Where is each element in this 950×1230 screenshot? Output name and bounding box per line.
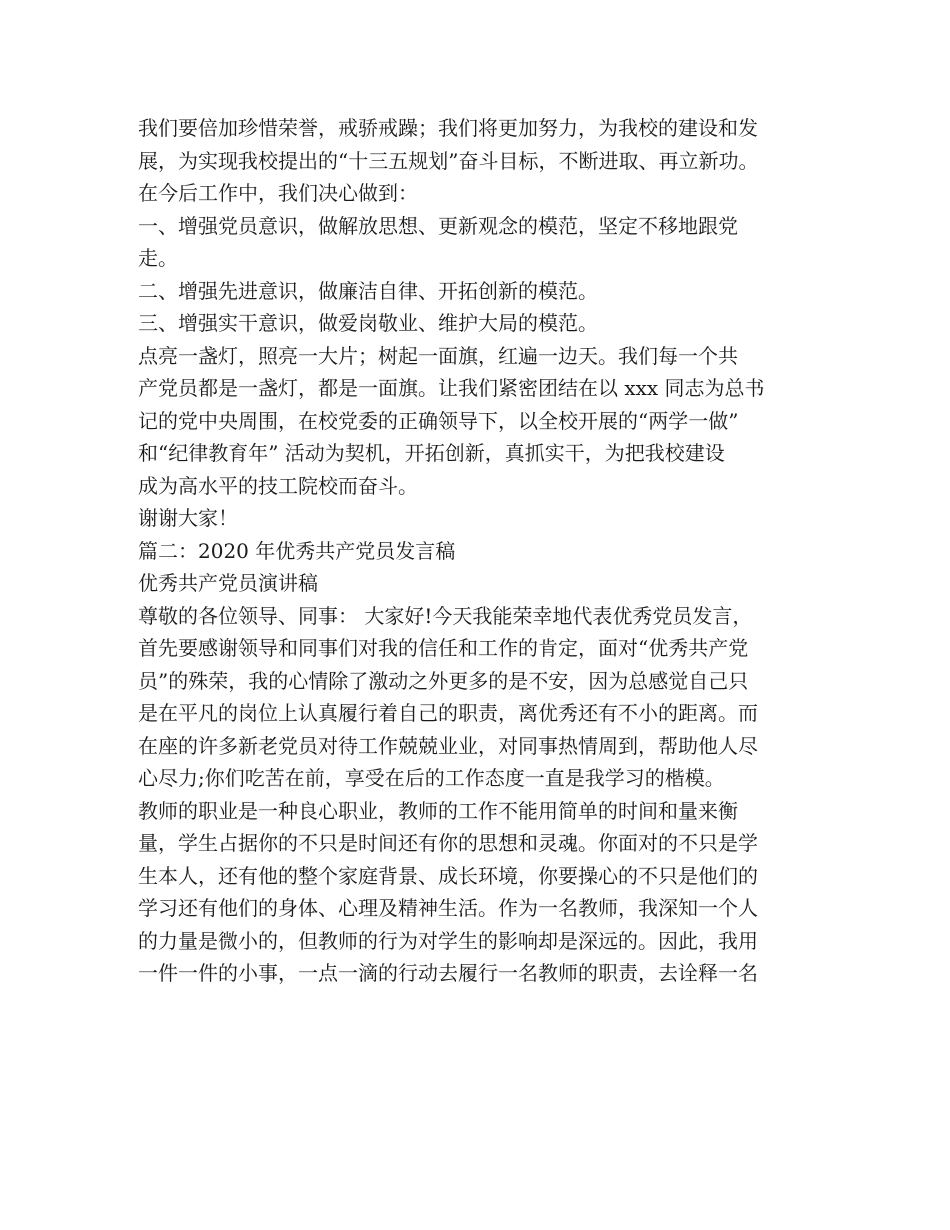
text-line: 走。 [138, 246, 178, 270]
text-line: 一件一件的小事，一点一滴的行动去履行一名教师的职责，去诠释一名 [138, 961, 758, 985]
text-line: 产党员都是一盏灯，都是一面旗。让我们紧密团结在以 xxx 同志为总书 [138, 376, 765, 400]
text-line: 在座的许多新老党员对待工作兢兢业业，对同事热情周到，帮助他人尽 [138, 733, 758, 758]
text-line: 教师的职业是一种良心职业，教师的工作不能用简单的时间和量来衡 [138, 798, 738, 823]
text-line: 点亮一盏灯，照亮一大片；树起一面旗，红遍一边天。我们每一个共 [138, 343, 738, 368]
text-line: 心尽力;你们吃苦在前，享受在后的工作态度一直是我学习的楷模。 [138, 766, 725, 790]
text-line: 是在平凡的岗位上认真履行着自己的职责，离优秀还有不小的距离。而 [138, 701, 758, 725]
text-line: 学习还有他们的身体、心理及精神生活。作为一名教师，我深知一个人 [138, 896, 758, 920]
speech-title: 优秀共产党员演讲稿 [138, 571, 318, 595]
text-line: 谢谢大家！ [138, 506, 238, 530]
text-line: 展，为实现我校提出的“十三五规划”奋斗目标，不断进取、再立新功。 [138, 148, 759, 173]
document-body [138, 112, 828, 990]
text-line: 量，学生占据你的不只是时间还有你的思想和灵魂。你面对的不只是学 [138, 831, 758, 855]
text-line: 我们要倍加珍惜荣誉，戒骄戒躁；我们将更加努力，为我校的建设和发 [138, 116, 758, 140]
text-line: 一、增强党员意识，做解放思想、更新观念的模范，坚定不移地跟党 [138, 213, 738, 238]
text-line: 和“纪律教育年” 活动为契机，开拓创新，真抓实干，为把我校建设 [138, 441, 725, 465]
section-heading: 篇二：2020 年优秀共产党员发言稿 [138, 538, 456, 563]
text-line: 首先要感谢领导和同事们对我的信任和工作的肯定，面对“优秀共产党 [138, 636, 749, 660]
text-line: 尊敬的各位领导、同事： 大家好!今天我能荣幸地代表优秀党员发言， [138, 603, 753, 628]
text-line: 的力量是微小的，但教师的行为对学生的影响却是深远的。因此，我用 [138, 928, 758, 953]
text-line: 三、增强实干意识，做爱岗敬业、维护大局的模范。 [138, 311, 598, 335]
text-line: 员”的殊荣，我的心情除了激动之外更多的是不安，因为总感觉自己只 [138, 668, 749, 693]
text-line: 在今后工作中，我们决心做到： [138, 181, 418, 205]
text-line: 二、增强先进意识，做廉洁自律、开拓创新的模范。 [138, 278, 598, 303]
text-line: 成为高水平的技工院校而奋斗。 [138, 473, 418, 498]
text-line: 生本人，还有他的整个家庭背景、成长环境，你要操心的不只是他们的 [138, 863, 758, 888]
text-line: 记的党中央周围，在校党委的正确领导下，以全校开展的“两学一做” [138, 408, 739, 433]
